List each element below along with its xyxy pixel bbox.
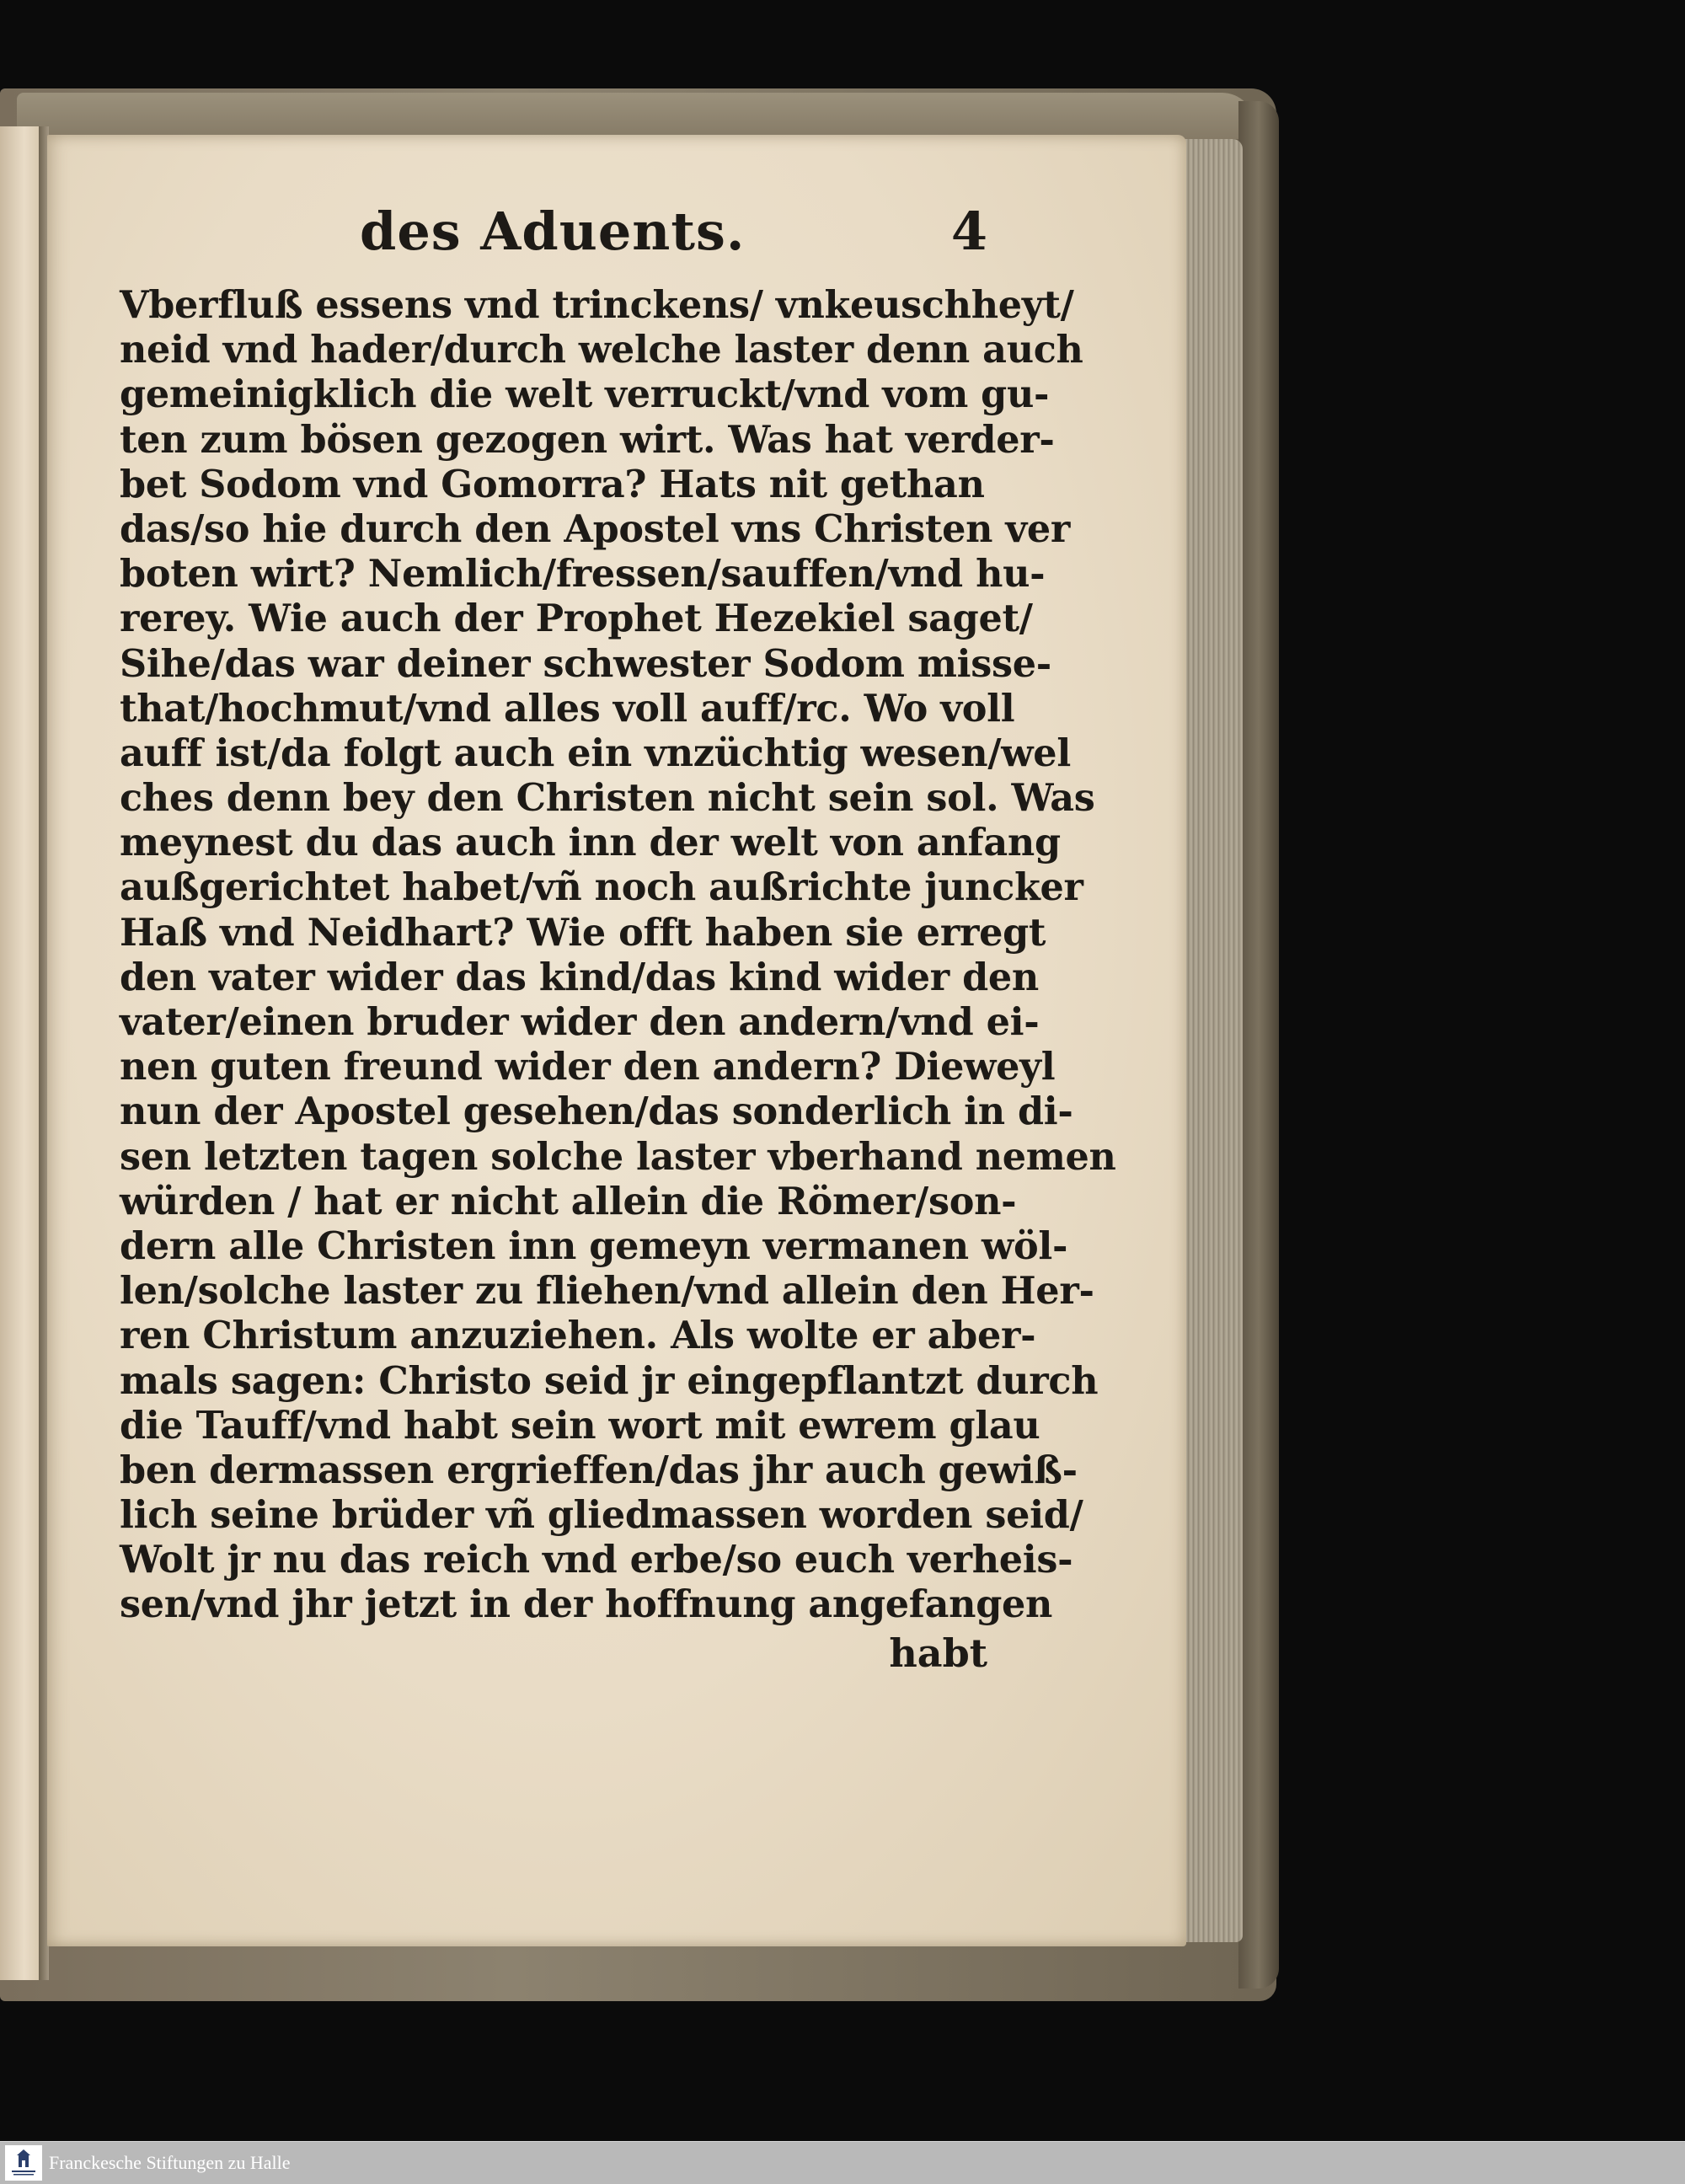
text-line: Sihe/das war deiner schwester Sodom misse- (120, 641, 1051, 686)
text-line: ches denn bey den Christen nicht sein sol. Was (120, 776, 1095, 821)
text-line: auff ist/da folgt auch ein vnzüchtig wesen/wel (120, 731, 1071, 775)
text-line: die Tauff/vnd habt sein wort mit ewrem glau (120, 1403, 1040, 1448)
page-block-fore-edge (1184, 139, 1243, 1942)
text-line: that/hochmut/vnd alles voll auff/rc. Wo voll (120, 686, 1015, 731)
text-line: mals sagen: Christo seid jr eingepflantzt durch (120, 1358, 1099, 1403)
text-line: rerey. Wie auch der Prophet Hezekiel saget/ (120, 597, 1033, 641)
text-line: sen/vnd jhr jetzt in der hoffnung angefangen (120, 1582, 1053, 1627)
book-board-edge (1238, 101, 1279, 1989)
running-header-title: des Aduents. (360, 201, 746, 262)
text-line: ben dermassen ergrieffen/das jhr auch gewiß- (120, 1448, 1078, 1492)
text-line: das/so hie durch den Apostel vns Christen ver (120, 506, 1071, 551)
page-number: 4 (950, 201, 987, 262)
catchword-row (120, 1630, 987, 1680)
text-line: vater/einen bruder wider den andern/vnd ei- (120, 1000, 1040, 1044)
text-line: Haß vnd Neidhart? Wie offt haben sie erregt (120, 910, 1046, 955)
book-cover-top-edge (17, 93, 1255, 139)
running-header (120, 195, 987, 280)
text-line: den vater wider das kind/das kind wider den (120, 955, 1039, 999)
franckesche-stiftungen-logo-icon (5, 2145, 42, 2181)
previous-page-edge (0, 126, 42, 1980)
text-line: außgerichtet habet/vñ noch außrichte juncker (120, 865, 1083, 910)
text-line: bet Sodom vnd Gomorra? Hats nit gethan (120, 462, 985, 506)
text-line: nun der Apostel gesehen/das sonderlich in di- (120, 1089, 1073, 1134)
text-line: Wolt jr nu das reich vnd erbe/so euch verheis- (120, 1538, 1073, 1582)
text-line: dern alle Christen inn gemeyn vermanen wöl- (120, 1223, 1068, 1268)
catchword: habt (889, 1630, 987, 1676)
text-line: nen guten freund wider den andern? Dieweyl (120, 1045, 1056, 1089)
text-line: sen letzten tagen solche laster vberhand nemen (120, 1134, 1116, 1179)
text-line: neid vnd hader/durch welche laster denn auch (120, 328, 1083, 372)
text-line: Vberfluß essens vnd trinckens/ vnkeuschheyt/ (120, 283, 1074, 327)
text-line: gemeinigklich die welt verruckt/vnd vom gu- (120, 372, 1050, 417)
text-line: ren Christum anzuziehen. Als wolte er aber- (120, 1314, 1036, 1358)
viewer-footer-bar (0, 2141, 1685, 2184)
text-line: ten zum bösen gezogen wirt. Was hat verder- (120, 417, 1055, 462)
text-line: lich seine brüder vñ gliedmassen worden seid/ (120, 1493, 1083, 1538)
text-line: len/solche laster zu fliehen/vnd allein den Her- (120, 1269, 1094, 1314)
footer-institution-name: Franckesche Stiftungen zu Halle (49, 2152, 291, 2173)
text-line: würden / hat er nicht allein die Römer/son- (120, 1179, 1017, 1223)
body-text (120, 283, 1116, 1628)
page-text-block (120, 195, 1116, 1680)
text-line: meynest du das auch inn der welt von anfang (120, 821, 1061, 865)
text-line: boten wirt? Nemlich/fressen/sauffen/vnd hu- (120, 552, 1046, 597)
